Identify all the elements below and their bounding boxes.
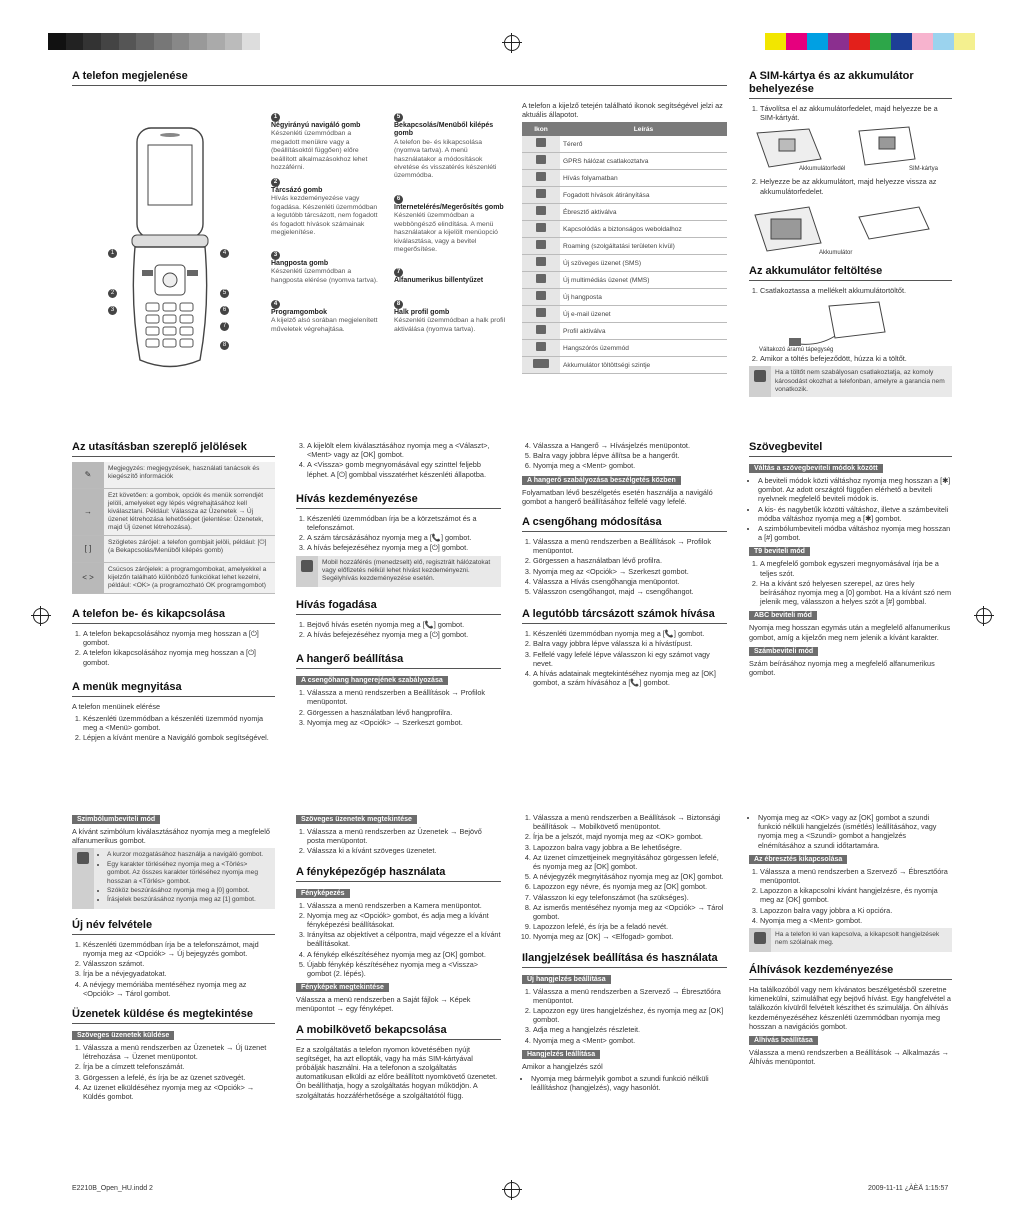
- part-8: 8 Halk profil gomb Készenléti üzemmódban a halk profil aktiválása (nyomva tartva).: [394, 301, 506, 333]
- call-icon: [536, 172, 546, 181]
- section-title: A SIM-kártya és az akkumulátor behelyezése: [749, 70, 952, 99]
- section-title: A telefon megjelenése: [72, 70, 727, 86]
- note-icon: [754, 932, 766, 944]
- registration-mark-right: [976, 608, 992, 624]
- battery-illustration: Akkumulátor: [749, 199, 952, 259]
- part-3: 3 Hangposta gomb Készenléti üzemmódban a hangposta elérése (nyomva tartva).: [271, 252, 378, 284]
- messages-title: Üzenetek küldése és megtekintése: [72, 1008, 275, 1024]
- footer-left: E2210B_Open_HU.indd 2: [72, 1185, 153, 1192]
- voicemail-icon: [536, 291, 546, 300]
- color-bar: [765, 33, 975, 50]
- note-icon: [77, 852, 89, 864]
- roaming-icon: [536, 240, 546, 249]
- speaker-icon: [536, 342, 546, 351]
- table-row: GPRS hálózat csatlakoztatva: [522, 153, 727, 170]
- callout-numbers: 1 2 3 4 5 6 7 8: [108, 245, 238, 355]
- section-title: Szövegbevitel: [749, 441, 952, 457]
- alarm-title: Ilangjelzések beállítása és használata: [522, 952, 727, 968]
- redial-title: A legutóbb tárcsázott számok hívása: [522, 608, 727, 624]
- email-icon: [536, 308, 546, 317]
- part-2: 2 Tárcsázó gomb Hívás kezdeményezése vagy fogadása. Készenléti üzemmódban a legutóbb tárcsázott, nem fogadott és fogadott hívások számainak megjelenítése.: [271, 179, 378, 237]
- menu-title: A menük megnyitása: [72, 681, 275, 697]
- camera-section: Szöveges üzenetek megtekintése 1. Válassza a menü rendszerben az Üzenetek → Bejövő posta menüpontot. 2. Válassza ki a kívánt szöveges üzenetet. A fényképezőgép használata Fényképezés 1. Válassza a menü rendszerben a Kamera menüpontot. 2. Nyomja meg az <Opciók> gombot, és adja meg a kívánt fényképezési beállításokat. 3. Irányítsa az objektívet a célpontra, majd végezze el a kívánt beállításokat. 4. A fénykép elkészítéséhez nyomja meg az [OK] gombot. 5. Újabb fénykép készítéséhez nyomja meg a <Vissza> gombot (2. lépés). Fényképek megtekintése Válassza a menü rendszerben a Saját fájlok → Képek menüpontot → egy fényképet. A mobilkövető bekapcsolása Ez a szolgáltatás a telefon nyomon követésében nyújt segítséget, ha azt ellopták, vagy ha más SIM-kártyával próbálják használni. Ha a telefonon a szolgáltatás automatikusan elküldi az előre beállított nyomkövető üzenetet. Ön beállíthatja, hogy a szolgáltatás hogyan működjön. A szolgáltatás hozzáférhetősége a szolgáltatótól függ.: [296, 813, 501, 1103]
- icon-section: [522, 101, 727, 374]
- table-row: Hívás folyamatban: [522, 170, 727, 187]
- gprs-icon: [536, 155, 546, 164]
- charger-illustration: Váltakozó áramú tápegység: [749, 298, 952, 354]
- table-row: Térerő: [522, 136, 727, 153]
- answer-title: Hívás fogadása: [296, 599, 501, 615]
- footer-right: 2009-11-11 ¿ÀÈÄ 1:15:57: [868, 1185, 949, 1192]
- arrow-icon: →: [72, 489, 104, 535]
- call-section: 3. A kijelölt elem kiválasztásához nyomja meg a <Választ>, <Ment> vagy az [OK] gombot. 4. A <Vissza> gomb megnyomásával egy szinttel feljebb léphet. A [⏻] gombbal visszatérhet készenléti állapotba. Hívás kezdeményezése 1. Készenléti üzemmódban írja be a körzetszámot és a telefonszámot. 2. A szám tárcsázásához nyomja meg a [📞] gombot. 3. A hívás befejezéséhez nyomja meg a [⏻] gombot. Mobil hozzáférés (menedzselt) elő, regisztrált hálózatokat vagy előfizetés nélkül lehet hívást kezdeményezni. Segélyhívás kezdeményezése esetén. Hívás fogadása 1. Bejövő hívás esetén nyomja meg a [📞] gombot. 2. A hívás befejezéséhez nyomja meg a [⏻] gombot. A hangerő beállítása A csengőhang hangerejének szabályozása 1. Válassza a menü rendszerben a Beállítások → Profilok menüpontot. 2. Görgessen a használatban lévő hangprofilra. 3. Nyomja meg az <Opciók> → Szerkeszt gombot.: [296, 441, 501, 730]
- camera-title: A fényképezőgép használata: [296, 866, 501, 882]
- icon-table: Ikon Leírás Térerő GPRS hálózat csatlakoztatva Hívás folyamatban Fogadott hívások átirányítása Ébresztő aktiválva Kapcsolódás a biztonságos weboldalhoz Roaming (szolgáltatási területen kívül) Új szöveges üzenet (SMS) Új multimédiás üzenet (MMS) Új hangposta Új e-mail üzenet Profil aktiválva Hangszórós üzemmód Akkumulátor töltöttségi szintje: [522, 122, 727, 374]
- fake-call-section: • Nyomja meg az <OK> vagy az [OK] gombot a szundi funkció nélküli hangjelzés (ismétlés) leállításához, vagy nyomja meg a <Szundi> gombot a hangjelzés elnémításához a szundi időtartamára. Az ébresztés kikapcsolása 1. Válassza a menü rendszerben a Szervező → Ébresztőóra menüpontot. 2. Lapozzon a kikapcsolni kívánt hangjelzésre, és nyomja meg az [OK] gombot. 3. Lapozzon balra vagy jobbra a Ki opcióra. 4. Nyomja meg a <Ment> gombot. Ha a telefon ki van kapcsolva, a kikapcsolt hangjelzések nem szólalnak meg. Álhívások kezdeményezése Ha találkozóból vagy nem kívánatos beszélgetésből szeretne kimenekülni, szimulálhat egy bejövő hívást. Egy hangfelvétel a találkozón kívülről felvételt készíthet és szimulálja. Ön álhívás kezdeményezéséhez készenléti üzemmódban nyomja meg hosszan a navigációs gombot. Álhívás beállítása Válassza a menü rendszerben a Beállítások → Alkalmazás → Álhívás menüpontot.: [749, 813, 952, 1069]
- table-row: Profil aktiválva: [522, 323, 727, 340]
- table-row: Roaming (szolgáltatási területen kívül): [522, 238, 727, 255]
- contacts-messages-section: Szimbólumbeviteli mód A kívánt szimbólum kiválasztásához nyomja meg a megfelelő alfanumerikus gombot. • A kurzor mozgatásához használja a navigáló gombot. • Egy karakter törléséhez nyomja meg a <Törlés> gombot. Az összes karakter törléséhez nyomja meg hosszan a <Törlés> gombot. • Szóköz beszúrásához nyomja meg a [0] gombot. • Írásjelek beszúrásához nyomja meg az [1] gombot. Új név felvétele 1. Készenléti üzemmódban írja be a telefonszámot, majd nyomja meg az <Opciók> → Új bejegyzés gombot. 2. Válasszon számot. 3. Írja be a névjegyadatokat. 4. A névjegy memóriába mentéséhez nyomja meg az <Opciók> → Tárol gombot. Üzenetek küldése és megtekintése Szöveges üzenetek küldése 1. Válassza a menü rendszerben az Üzenetek → Új üzenet létrehozása → Üzenet menüpontot. 2. Írja be a címzett telefonszámát. 3. Görgessen a lefelé, és írja be az üzenet szövegét. 4. Az üzenet elküldéséhez nyomja meg az <Opciók> → Küldés gombot.: [72, 813, 275, 1104]
- table-row: Új szöveges üzenet (SMS): [522, 255, 727, 272]
- table-row: Új hangposta: [522, 289, 727, 306]
- part-6: 6 Internetelérés/Megerősítés gomb Készenléti üzemmódban a webböngésző elindítása. A menü használatakor a kijelölt menüopció kiválasztása, vagy a bevitel megerősítése.: [394, 196, 504, 254]
- call-title: Hívás kezdeményezése: [296, 493, 501, 509]
- part-4: 4 Programgombok A kijelző alsó sorában megjelenített műveletek végrehajtása.: [271, 301, 378, 333]
- sms-icon: [536, 257, 546, 266]
- alarm-note: Ha a telefon ki van kapcsolva, a kikapcsolt hangjelzések nem szólalnak meg.: [749, 928, 952, 952]
- alarm-icon: [536, 206, 546, 215]
- mms-icon: [536, 274, 546, 283]
- table-row: Akkumulátor töltöttségi szintje: [522, 357, 727, 374]
- grayscale-bar: [48, 33, 260, 50]
- new-contact-title: Új név felvétele: [72, 919, 275, 935]
- table-row: Új e-mail üzenet: [522, 306, 727, 323]
- divert-icon: [536, 189, 546, 198]
- tracker-title: A mobilkövető bekapcsolása: [296, 1024, 501, 1040]
- part-7: 7 Alfanumerikus billentyűzet: [394, 269, 484, 284]
- text-input-section: Szövegbevitel Váltás a szövegbeviteli módok között • A beviteli módok közti váltáshoz nyomja meg hosszan a [✱] gombot. Az adott országtól függően elérhető a beviteli nyelvnek megfelelő beviteli módok is. • A kis- és nagybetűk közötti váltáshoz, illetve a számbeviteli módba váltáshoz nyomja meg a [✱] gombot. • A szimbólumbeviteli módba váltáshoz nyomja meg hosszan a [#] gombot. T9 beviteli mód 1. A megfelelő gombok egyszeri megnyomásával írja be a teljes szót. 2. Ha a kívánt szó helyesen szerepel, az üres hely beírásához nyomja meg a [0] gombot. Ha a kívánt szó nem jelenik meg, válasszon a helyes szót a [#] gombbal. ABC beviteli mód Nyomja meg hosszan egymás után a megfelelő alfanumerikus gombot, amíg a kijelzőn meg nem jelenik a kívánt karakter. Számbeviteli mód Szám beírásához nyomja meg a megfelelő alfanumerikus gombot.: [749, 441, 952, 680]
- ringtone-section: 4. Válassza a Hangerő → Hívásjelzés menüpontot. 5. Balra vagy jobbra lépve állítsa be a hangerőt. 6. Nyomja meg a <Ment> gombot. A hangerő szabályozása beszélgetés közben Folyamatban lévő beszélgetés esetén használja a navigáló gombot a hangerő beállításához felfelé vagy lefelé. A csengőhang módosítása 1. Válassza a menü rendszerben a Beállítások → Profilok menüpontot. 2. Görgessen a használatban lévő profilra. 3. Nyomja meg az <Opciók> → Szerkeszt gombot. 4. Válassza a Hívás csengőhangja menüpontot. 5. Válasszon csengőhangot, majd → csengőhangot. A legutóbb tárcsázott számok hívása 1. Készenléti üzemmódban nyomja meg a [📞] gombot. 2. Balra vagy jobbra lépve válassza ki a hívástípust. 3. Felfelé vagy lefelé lépve válasszon ki egy számot vagy nevet. 4. A hívás adatainak megtekintéséhez nyomja meg az [OK] gombot, a szám hívásához a [📞] gombot.: [522, 441, 727, 690]
- angle-brackets-icon: < >: [72, 563, 104, 593]
- table-row: Ébresztő aktiválva: [522, 204, 727, 221]
- onoff-title: A telefon be- és kikapcsolása: [72, 608, 275, 624]
- call-note: Mobil hozzáférés (menedzselt) elő, regisztrált hálózatokat vagy előfizetés nélkül lehet hívást kezdeményezni. Segélyhívás kezdeményezése esetén.: [296, 556, 501, 587]
- registration-mark-left: [33, 608, 49, 624]
- table-row: Hangszórós üzemmód: [522, 340, 727, 357]
- part-5: 5 Bekapcsolás/Menüből kilépés gomb A telefon be- és kikapcsolása (nyomva tartva). A menü használatakor a módosítások elvetése és visszatérés készenléti üzemmódba.: [394, 114, 497, 180]
- note-icon: ✎: [72, 462, 104, 488]
- battery-icon: [533, 359, 549, 368]
- fake-call-title: Álhívások kezdeményezése: [749, 964, 952, 980]
- phone-overview-section: [72, 70, 727, 91]
- volume-title: A hangerő beállítása: [296, 653, 501, 669]
- sim-section: A SIM-kártya és az akkumulátor behelyezése 1. Távolítsa el az akkumulátorfedelet, majd helyezze be a SIM-kártyát. Akkumulátorfedél SIM-kártya 2. Helyezze be az akkumulátort, majd helyezze vissza az akkumulátorfedelet. Akkumulátor Az akkumulátor feltöltése 1. Csatlakoztassa a mellékelt akkumulátortöltőt. Váltakozó áramú tápegység 2. Amikor a töltés befejeződött, húzza ki a töltőt. Ha a töltőt nem szabályosan csatlakoztatja, az komoly károsodást okozhat a telefonban, amelyre a garancia nem vonatkozik.: [749, 70, 952, 401]
- sim-illustration: Akkumulátorfedél SIM-kártya: [749, 125, 952, 177]
- legend-section: Az utasításban szereplő jelölések ✎ Megjegyzés: megjegyzések, használati tanácsok és kiegészítő információk → Ezt követően: a gombok, opciók és menük sorrendjét jelöli, amelyeket egy lépés végrehajtásához kell kiválasztani. Például: Válassza az Üzenetek → Új üzenet létrehozása lehetőséget (jelentése: Üzenetek, majd Új üzenet létrehozása). [ ] Szögletes zárójel: a telefon gombjait jelöli, például: [⏻] (a Bekapcsolás/Menüből kilépés gomb) < > Csúcsos zárójelek: a programgombokat, amelyekkel a kijelzőn található különböző funkciókat lehet kezelni, például: <OK> (a programozható OK programgombot) A telefon be- és kikapcsolása 1. A telefon bekapcsolásához nyomja meg hosszan a [⏻] gombot. 2. A telefon kikapcsolásához nyomja meg hosszan a [⏻] gombot. A menük megnyitása A telefon menüinek elérése 1. Készenléti üzemmódban a készenléti üzemmód nyomja meg a <Menü> gombot. 2. Lépjen a kívánt menüre a Navigáló gombok segítségével.: [72, 441, 275, 746]
- legend-table: ✎ Megjegyzés: megjegyzések, használati tanácsok és kiegészítő információk → Ezt követően: a gombok, opciók és menük sorrendjét jelöli, amelyeket egy lépés végrehajtásához kell kiválasztani. Például: Válassza az Üzenetek → Új üzenet létrehozása lehetőséget (jelentése: Üzenetek, majd Új üzenet létrehozása). [ ] Szögletes zárójel: a telefon gombjait jelöli, például: [⏻] (a Bekapcsolás/Menüből kilépés gomb) < > Csúcsos zárójelek: a programgombokat, amelyekkel a kijelzőn található különböző funkciókat lehet kezelni, például: <OK> (a programozható OK programgombot): [72, 462, 275, 594]
- note-icon: [754, 370, 766, 382]
- part-1: 1 Négyirányú navigáló gomb Készenléti üzemmódban a megadott menükre vagy a (beállításoktól függően) előre beállított alkalmazásokhoz lehet hozzáférni.: [271, 114, 368, 172]
- tracker-alarm-section: 1. Válassza a menü rendszerben a Beállítások → Biztonsági beállítások → Mobilkövető menüpontot. 2. Írja be a jelszót, majd nyomja meg az <OK> gombot. 3. Lapozzon balra vagy jobbra a Be lehetőségre. 4. Az üzenet címzettjeinek megnyitásához görgessen lefelé, és nyomja meg az [OK] gombot. 5. A névjegyzék megnyitásához nyomja meg az [OK] gombot. 6. Lapozzon egy névre, és nyomja meg az [OK] gombot. 7. Válasszon ki egy telefonszámot (ha szükséges). 8. Az ismerős mentéséhez nyomja meg az <Opciók> → Tárol gombot. 9. Lapozzon lefelé, és írja be a feladó nevét. 10. Nyomja meg az [OK] → <Elfogad> gombot. Ilangjelzések beállítása és használata Új hangjelzés beállítása 1. Válassza a menü rendszerben a Szervező → Ébresztőóra menüpontot. 2. Lapozzon egy üres hangjelzéshez, és nyomja meg az [OK] gombot. 3. Adja meg a hangjelzés részleteit. 4. Nyomja meg a <Ment> gombot. Hangjelzés leállítása Amikor a hangjelzés szól • Nyomja meg bármelyik gombot a szundi funkció nélküli leállításhoz (hangjelzés), vagy hasonlót.: [522, 813, 727, 1095]
- secure-icon: [536, 223, 546, 232]
- text-note: • A kurzor mozgatásához használja a navigáló gombot. • Egy karakter törléséhez nyomja meg a <Törlés> gombot. Az összes karakter törléséhez nyomja meg hosszan a <Törlés> gombot. • Szóköz beszúrásához nyomja meg a [0] gombot. • Írásjelek beszúrásához nyomja meg az [1] gombot.: [72, 848, 275, 908]
- profile-icon: [536, 325, 546, 334]
- registration-mark-top: [504, 35, 520, 51]
- note-icon: [301, 560, 313, 572]
- charge-title: Az akkumulátor feltöltése: [749, 265, 952, 281]
- charge-note: Ha a töltőt nem szabályosan csatlakoztatja, az komoly károsodást okozhat a telefonban, amelyre a garancia nem vonatkozik.: [749, 366, 952, 397]
- table-row: Új multimédiás üzenet (MMS): [522, 272, 727, 289]
- table-row: Fogadott hívások átirányítása: [522, 187, 727, 204]
- table-row: Kapcsolódás a biztonságos weboldalhoz: [522, 221, 727, 238]
- registration-mark-bottom: [504, 1182, 520, 1198]
- signal-icon: [536, 138, 546, 147]
- section-title: Az utasításban szereplő jelölések: [72, 441, 275, 457]
- icons-intro: A telefon a kijelző tetején található ikonok segítségével jelzi az aktuális állapotot.: [522, 101, 723, 120]
- ring-title: A csengőhang módosítása: [522, 516, 727, 532]
- brackets-icon: [ ]: [72, 536, 104, 562]
